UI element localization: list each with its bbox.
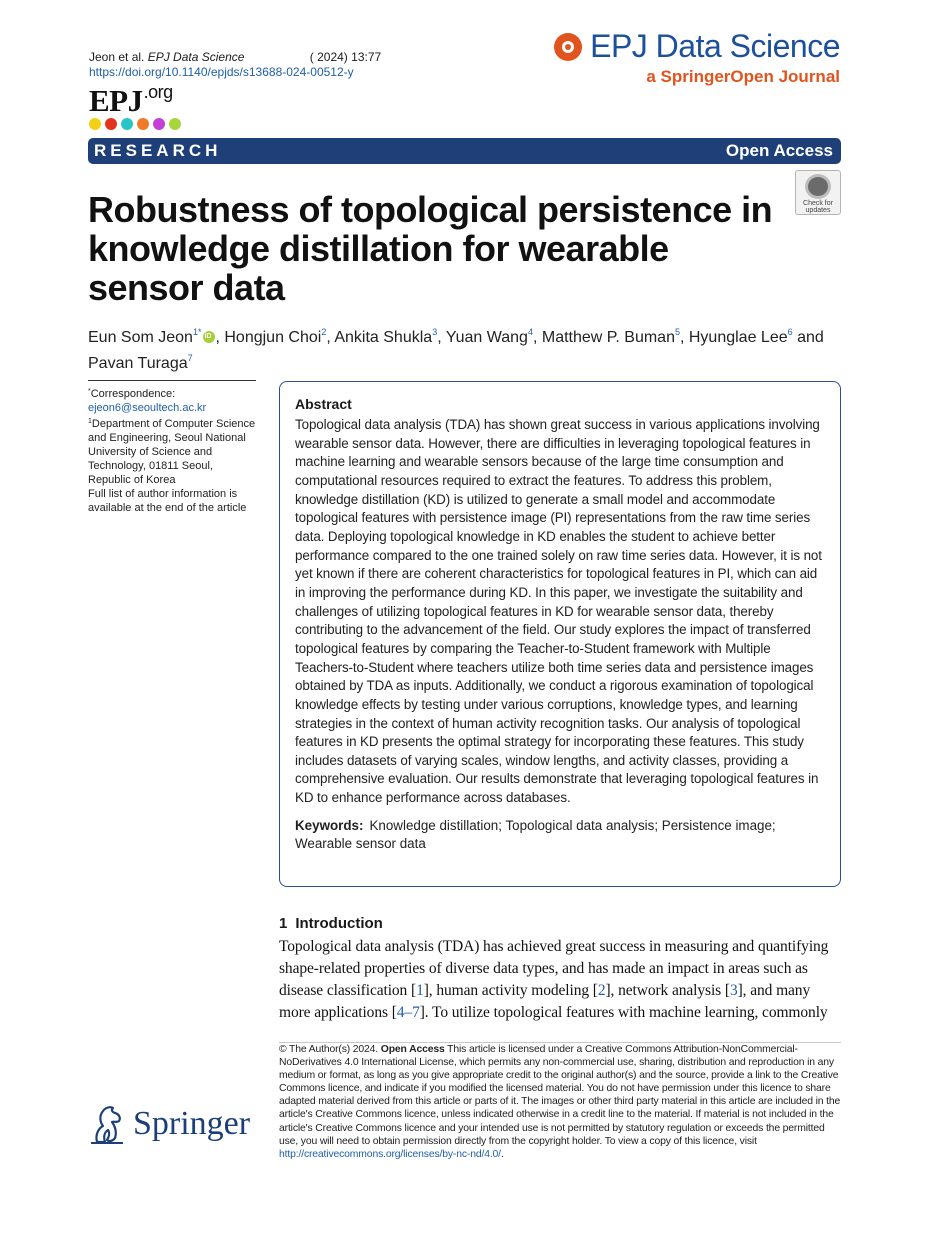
orcid-icon[interactable] [203,331,215,343]
author-list: Eun Som Jeon$^{1*}$iD , Hongjun Choi$^2$, Ankita Shukla$^3$, Yuan Wang$^4$, Matthew P. Buman$^5$, Hyunglae Lee$^6$ and Pavan Turaga$^7$ [88,322,848,374]
keywords [295,817,825,854]
license-open-access: Open Access [380,1044,445,1055]
citation-volume: 13:77 [351,50,382,64]
citation-authors: Jeon et al. [89,50,145,64]
keywords-label: Keywords: [295,817,364,833]
check-badge-text: Check for updates [803,200,833,214]
reference-link[interactable]: 2 [597,982,606,999]
license-link[interactable]: http://creativecommons.org/licenses/by-nc-nd/4.0/ [279,1148,501,1160]
epj-logo-dots [89,118,181,130]
citation-header [89,50,381,80]
author-affil-mark[interactable]: 6 [787,327,793,337]
full-author-info-note: Full list of author information is available at the end of the article [88,488,247,514]
introduction-paragraph: Topological data analysis (TDA) has achieved great success in measuring and quantifying shape-related properties of diverse data types, and has made an impact in areas such as disease classification [1], human activity modeling [2], network analysis [3], and many more applications [4–7]. To utilize topological features with machine learning, commonly [279,938,829,1021]
citation-year: ( 2024) [309,50,348,64]
logo-dot [105,118,117,130]
section-number: 1 [279,915,288,932]
epj-logo-suffix: .org [143,82,173,102]
author-affil-mark[interactable]: 5 [674,327,680,337]
author-name[interactable]: Yuan Wang [445,329,528,346]
citation-line [89,50,381,65]
check-for-updates-badge[interactable] [795,170,841,215]
abstract-text: Topological data analysis (TDA) has shown great success in various applications involving wearable sensor data. However, there are difficulties in leveraging topological features in machine learning and wearable sensors because of the large time consumption and computational resources required to extract the features. To address this problem, knowledge distillation (KD) is utilized to generate a small model and accommodate topological features with persistence image (PI) representations from the raw time series data. Deploying topological knowledge in KD enables the student to achieve better performance compared to the one trained solely on raw time series data. However, it is not yet known if there are coherent characteristics for topological features in PI, which can aid in improving the performance during KD. In this paper, we investigate the suitability and challenges of utilizing topological features in KD for wearable sensor data, thereby contributing to the advancement of the field. Our study explores the impact of transferred topological features by comparing the Teacher-to-Student framework with Multiple Teachers-to-Student where teachers utilize both time series data and persistence images obtained by TDA as inputs. Additionally, we conduct a rigorous examination of topological knowledge effects by testing under various corruptions, knowledge types, and learning strategies in the context of human activity recognition tasks. Our analysis of topological features in KD presents the optimal strategy for incorporating these features. This study includes datasets of varying scales, window lengths, and activity classes, providing a comprehensive evaluation. Our results demonstrate that leveraging topological features in KD to enhance performance across databases. [295,417,822,806]
correspondence-email[interactable]: ejeon6@seoultech.ac.kr [88,402,207,414]
citation-journal: EPJ Data Science [147,50,245,64]
logo-dot [153,118,165,130]
abstract-heading: Abstract [295,396,352,412]
correspondence-sidebar [88,380,256,515]
springeropen-icon [554,33,582,61]
springer-logo[interactable] [89,1104,250,1144]
author-affil-mark[interactable]: 3 [432,327,438,337]
reference-link[interactable]: 4–7 [396,1004,420,1021]
springer-wordmark: Springer [133,1105,251,1142]
affiliation: $^1$Department of Computer Science and Engineering, Seoul National University of Science and Technology, 01811 Seoul, Republic of Korea [88,418,256,486]
logo-dot [137,118,149,130]
article-title: Robustness of topological persistence in knowledge distillation for wearable sensor data [88,189,773,308]
reference-link[interactable]: 1 [416,982,424,999]
logo-dot [169,118,181,130]
correspondence-label: *Correspondence: [88,388,176,400]
author-conjunction: and [797,329,824,346]
author-affil-mark[interactable]: 7 [187,353,193,363]
author-name[interactable]: Hongjun Choi [224,329,322,346]
section-label: RESEARCH [94,141,222,160]
springer-horse-icon [89,1104,125,1144]
section-banner [88,138,841,164]
author-name[interactable]: Pavan Turaga [88,355,188,372]
author-name[interactable]: Hyunglae Lee [688,329,788,346]
author-name[interactable]: Matthew P. Buman [541,329,675,346]
logo-dot [89,118,101,130]
journal-brand-subtitle: a SpringerOpen Journal [646,67,840,86]
epj-org-logo[interactable] [89,82,173,119]
keywords-list: Knowledge distillation; Topological data analysis; Persistence image; Wearable sensor data [295,817,776,852]
crossmark-icon [805,174,831,199]
introduction-heading [279,915,391,932]
reference-link[interactable]: 3 [729,982,738,999]
journal-brand[interactable] [554,28,840,87]
section-title: Introduction [295,915,383,932]
epj-logo-main: EPJ [89,83,143,118]
abstract-box [279,381,841,887]
author-name[interactable]: Eun Som Jeon [88,329,193,346]
logo-dot [121,118,133,130]
open-access-label: Open Access [725,141,833,160]
doi-link[interactable]: https://doi.org/10.1140/epjds/s13688-024-00512-y [89,65,354,79]
journal-brand-title [554,28,840,65]
author-affil-mark[interactable]: 4 [527,327,533,337]
author-affil-mark[interactable]: 1* [192,327,202,337]
author-affil-mark[interactable]: 2 [321,327,327,337]
author-name[interactable]: Ankita Shukla [334,329,433,346]
license-notice: © The Author(s) 2024. Open Access This article is licensed under a Creative Commons Attribution-NonCommercial-NoDerivatives 4.0 International License, which permits any non-commercial use, sharing, distribution and reproduction in any medium or format, as long as you give appropriate credit to the original author(s) and the source, provide a link to the Creative Commons licence, and indicate if you modified the licensed material. You do not have permission under this licence to share adapted material derived from this article or parts of it. The images or other third party material in this article are included in the article's Creative Commons licence, unless indicated otherwise in a credit line to the material. If material is not included in the article's Creative Commons licence and your intended use is not permitted by statutory regulation or exceeds the permitted use, you will need to obtain permission directly from the copyright holder. To view a copy of this licence, visit http://creativecommons.org/licenses/by-nc-nd/4.0/. [279,1044,841,1160]
journal-brand-name: EPJ Data Science [590,28,840,64]
